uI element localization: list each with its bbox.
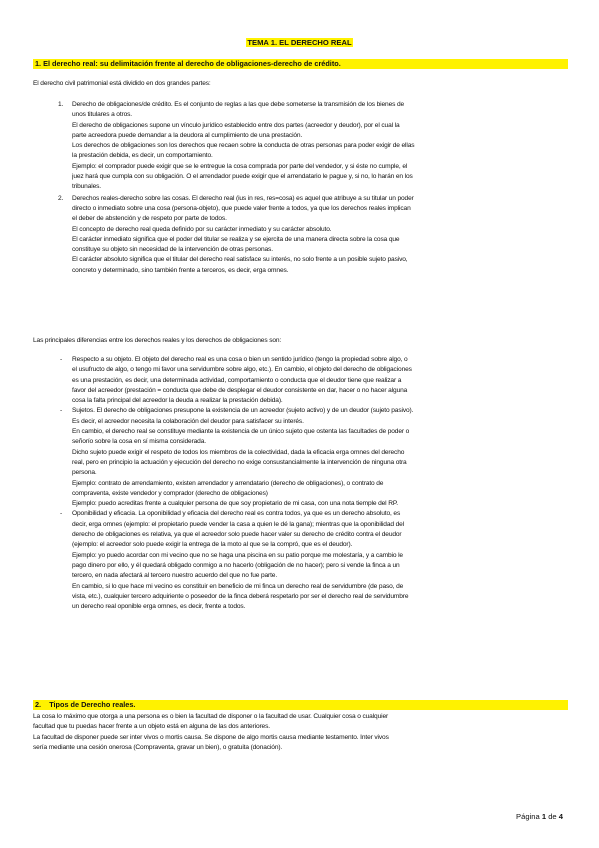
body-line: sería mediante una cesión onerosa (Compraventa, gravar un bien), o gratuita (donación). xyxy=(33,743,283,751)
section-2-body xyxy=(33,712,573,753)
body-line: La facultad de disponer puede ser inter vivos o mortis causa. Se dispone de algo mortis causa mediante testamento. Inter vivos xyxy=(33,733,389,741)
section-2-heading xyxy=(33,700,568,710)
part-2 xyxy=(58,194,572,276)
part-line: Ejemplo: el comprador puede exigir que se le entregue la cosa comprada por parte del vendedor, y si éste no cumple, el xyxy=(72,162,408,170)
difference-opposability xyxy=(60,509,572,612)
difference-line: favor del acreedor (prestación = conducta que debe de desplegar el deudor consistente en dar, hacer o no hacer alguna xyxy=(72,386,408,394)
difference-line: Ejemplo: puedo acreditas frente a cualquier persona de que soy propietario de mi casa, con una nota tiemple del RP. xyxy=(72,500,398,508)
difference-line: cosa la falta principal del acreedor la deuda a realizar la prestación debida). xyxy=(72,397,283,405)
difference-line: derecho de obligaciones es relativa, ya que el acreedor solo puede hacer valer su derecho de crédito contra el deudor xyxy=(72,531,402,539)
difference-subjects xyxy=(60,406,572,509)
part-1 xyxy=(58,100,572,193)
part-line: El carácter inmediato significa que el poder del titular se realiza y se ejercita de una manera directa sobre la cosa que xyxy=(72,235,400,243)
difference-line: real, pero en principio la actuación y ejecución del derecho no exige consustancialmente la intervención de ninguna otra xyxy=(72,458,407,466)
difference-line: En cambio, el derecho real se constituye mediante la existencia de un único sujeto que ostenta las facultades de poder o xyxy=(72,428,410,436)
difference-line: vista, etc.), cualquier tercero adquiriente o poseedor de la finca deberá respetarlo por ser el derecho real de servidumbre xyxy=(72,592,409,600)
difference-line: tercero, en nada afectará al tercero nuestro acuerdo del que no fue parte. xyxy=(72,572,278,580)
intro-paragraph: El derecho civil patrimonial está dividido en dos grandes partes: xyxy=(33,80,211,87)
difference-line: (ejemplo: el acreedor solo puede exigir la entrega de la moto al que se la compró, que es el deudor). xyxy=(72,541,353,549)
difference-line: pago dinero por ello, y él quedará obligado conmigo a no hacerlo (obligación de no hacer); pero si vende la finca a un xyxy=(72,561,400,569)
section-1-heading xyxy=(33,59,568,69)
difference-line: Ejemplo: contrato de arrendamiento, existen arrendador y arrendatario (derecho de obligaciones), o contrato de xyxy=(72,479,384,487)
difference-line: es una prestación, es decir, una determinada actividad, comportamiento o conducta que el deudor tiene que realizar a xyxy=(72,376,402,384)
difference-line: En cambio, si lo que hace mi vecino es constituir en beneficio de mi finca un derecho real de servidumbre (de paso, de xyxy=(72,582,404,590)
bullet-dash: - xyxy=(60,356,63,363)
bullet-dash: - xyxy=(60,510,63,518)
difference-line: Dicho sujeto puede exigir el respeto de todos los miembros de la colectividad, dada la eficacia erga omnes del derecho xyxy=(72,448,405,456)
part-line: la prestación debida, es decir, un comportamiento. xyxy=(72,152,213,160)
differences-intro: Las principales diferencias entre los derechos reales y los derechos de obligaciones son: xyxy=(33,337,282,344)
footer-current-page: 1 xyxy=(541,812,547,821)
difference-line: el usufructo de algo, o tengo mi favor una servidumbre sobre algo, etc.). En cambio, el objeto del derecho de obligaciones xyxy=(72,366,412,374)
part-line: tribunales. xyxy=(72,183,101,191)
footer-of: de xyxy=(548,812,557,821)
part-line: El concepto de derecho real queda definido por su carácter inmediato y su carácter absoluto. xyxy=(72,225,332,233)
section-1-heading-text: 1. El derecho real: su delimitación frente al derecho de obligaciones-derecho de crédito. xyxy=(33,59,568,69)
difference-line: Ejemplo: yo puedo acordar con mi vecino que no se haga una piscina en su patio porque me molestaría, y a cambio le xyxy=(72,551,403,559)
part-number: 1. xyxy=(58,101,64,108)
part-line: El derecho de obligaciones supone un vínculo jurídico establecido entre dos partes (acreedor y deudor), por el cual la xyxy=(72,121,400,129)
bullet-dash: - xyxy=(60,407,63,415)
part-line: Los derechos de obligaciones son los derechos que recaen sobre la conducta de otras personas para poder exigir de ellas xyxy=(72,142,415,150)
difference-line: un derecho real oponible erga omnes, es decir, frente a todos. xyxy=(72,603,246,611)
difference-line: Respecto a su objeto. El objeto del derecho real es una cosa o bien un sentido jurídico (tengo la propiedad sobre algo, o xyxy=(72,356,408,363)
part-line: el deber de abstención y de respeto por parte de todos. xyxy=(72,215,227,223)
part-line: directo o inmediato sobre una cosa (persona-objeto), que puede valer frente a todos, ya que los derechos reales implican xyxy=(72,204,411,212)
parts-list xyxy=(58,100,572,276)
part-line: Derechos reales-derecho sobre las cosas. El derecho real (ius in res, res=cosa) es aquel que atribuye a su titular un poder xyxy=(72,194,414,202)
body-line: facultad que tu puedas hacer frente a un objeto está en alguna de las dos anteriores. xyxy=(33,723,270,731)
section-2-heading-text: 2. Tipos de Derecho reales. xyxy=(33,700,568,710)
footer-total-pages: 4 xyxy=(558,812,563,821)
part-line: unos titulares a otros. xyxy=(72,111,133,119)
title-text: TEMA 1. EL DERECHO REAL xyxy=(247,38,352,47)
page-footer xyxy=(516,812,563,821)
differences-list xyxy=(60,355,572,612)
part-number: 2. xyxy=(58,194,64,202)
part-line: Derecho de obligaciones/de crédito. Es el conjunto de reglas a las que debe someterse la transmisión de los bienes de xyxy=(72,101,405,108)
part-line: parte acreedora puede demandar a la deudora al cumplimiento de una prestación. xyxy=(72,131,303,139)
difference-object xyxy=(60,355,572,406)
difference-line: Es decir, el acreedor necesita la colaboración del deudor para satisfacer su interés. xyxy=(72,417,304,425)
part-line: constituye su objeto sin necesidad de la intervención de otras personas. xyxy=(72,246,273,254)
difference-line: señorío sobre la cosa en sí misma considerada. xyxy=(72,438,206,446)
body-line: La cosa lo máximo que otorga a una persona es o bien la facultad de disponer o la facultad de usar. Cualquier cosa o cualquier xyxy=(33,713,389,720)
difference-line: Sujetos. El derecho de obligaciones presupone la existencia de un acreedor (sujeto activo) y de un deudor (sujeto pasivo). xyxy=(72,407,414,415)
difference-line: compraventa, existe vendedor y comprador (derecho de obligaciones) xyxy=(72,489,268,497)
footer-label: Página xyxy=(516,812,540,821)
difference-line: persona. xyxy=(72,469,97,477)
part-line: juez hará que cumpla con su obligación. O el arrendador puede exigir que el arrendatario le pague y, si no, lo harán en los xyxy=(72,173,413,181)
difference-line: Oponibilidad y eficacia. La oponibilidad y eficacia del derecho real es contra todos, ya que es un derecho absoluto, es xyxy=(72,510,401,518)
difference-line: decir, erga omnes (ejemplo: el propietario puede vender la casa a quien le dé la gana); mientras que la oponibilidad del xyxy=(72,520,405,528)
part-line: concreto y determinado, sino también frente a terceros, es decir, erga omnes. xyxy=(72,266,289,274)
document-title xyxy=(0,38,599,47)
part-line: El carácter absoluto significa que el titular del derecho real satisface su interés, no solo frente a un posible sujeto pasivo, xyxy=(72,256,408,264)
